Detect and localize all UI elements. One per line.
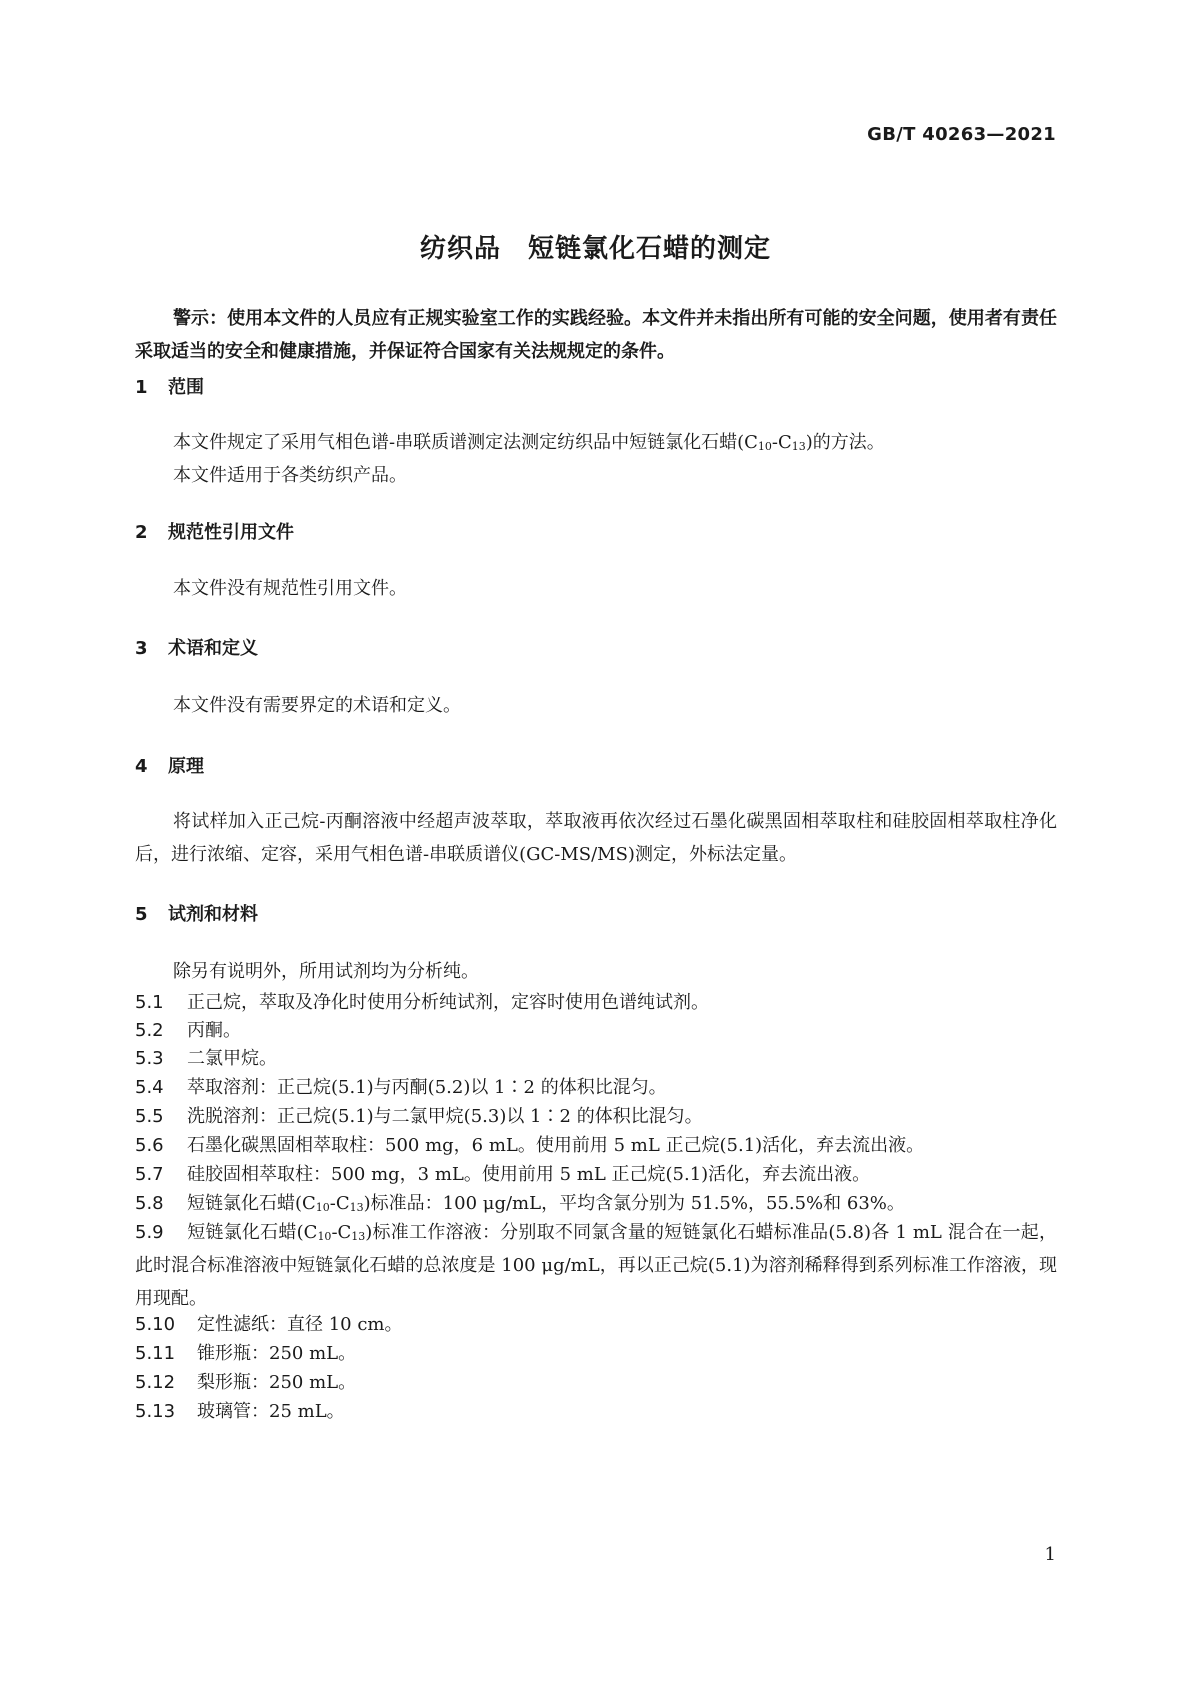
section-number: 4 [135, 756, 148, 777]
item-text: 丙酮。 [187, 1020, 241, 1041]
list-item [135, 1395, 1057, 1428]
item-text: )标准工作溶液：分别取不同氯含量的短链氯化石蜡标准品(5.8)各 1 mL 混合在一起，此时混合标准溶液中短链氯化石蜡的总浓度是 100 μg/mL，再以正己烷(5.1)为溶剂稀释得到系列标准工作溶液，现用现配。 [135, 1222, 1057, 1309]
section-number: 5 [135, 904, 148, 925]
item-number: 5.13 [135, 1401, 176, 1422]
subscript: 10 [317, 1230, 332, 1243]
section-number: 1 [135, 377, 148, 398]
item-text: -C [331, 1222, 352, 1243]
text-run: 本文件规定了采用气相色谱-串联质谱测定法测定纺织品中短链氯化石蜡(C [173, 432, 758, 453]
item-number: 5.3 [135, 1048, 164, 1069]
scope-paragraph-1 [135, 426, 1057, 459]
item-text: 萃取溶剂：正己烷(5.1)与丙酮(5.2)以 1∶2 的体积比混匀。 [187, 1077, 667, 1098]
section-number: 2 [135, 522, 148, 543]
section-title: 术语和定义 [168, 638, 258, 659]
item-text: 正己烷，萃取及净化时使用分析纯试剂，定容时使用色谱纯试剂。 [187, 992, 709, 1013]
subscript: 13 [351, 1230, 366, 1243]
item-text: 硅胶固相萃取柱：500 mg，3 mL。使用前用 5 mL 正己烷(5.1)活化，弃去流出液。 [187, 1164, 871, 1185]
principle-paragraph: 将试样加入正己烷-丙酮溶液中经超声波萃取，萃取液再依次经过石墨化碳黑固相萃取柱和硅胶固相萃取柱净化后，进行浓缩、定容，采用气相色谱-串联质谱仪(GC-MS/MS)测定，外标法定量。 [135, 811, 1057, 865]
item-number: 5.8 [135, 1193, 164, 1214]
section-heading-principle [135, 752, 204, 778]
item-text: )标准品：100 μg/mL，平均含氯分别为 51.5%，55.5%和 63%。 [363, 1193, 905, 1214]
text-run: -C [771, 432, 792, 453]
item-text: 玻璃管：25 mL。 [197, 1401, 345, 1422]
item-text: 洗脱溶剂：正己烷(5.1)与二氯甲烷(5.3)以 1∶2 的体积比混匀。 [187, 1106, 703, 1127]
item-text: 短链氯化石蜡(C [187, 1222, 318, 1243]
item-number: 5.1 [135, 992, 164, 1013]
item-text: 梨形瓶：250 mL。 [197, 1372, 357, 1393]
item-text: -C [329, 1193, 350, 1214]
section-heading-scope [135, 373, 204, 399]
terms-paragraph: 本文件没有需要界定的术语和定义。 [173, 695, 461, 716]
item-text: 锥形瓶：250 mL。 [197, 1343, 357, 1364]
subscript: 13 [791, 440, 806, 453]
section-heading-normative-references [135, 518, 294, 544]
reagents-intro: 除另有说明外，所用试剂均为分析纯。 [173, 961, 479, 982]
item-number: 5.6 [135, 1135, 164, 1156]
section-title: 试剂和材料 [168, 904, 258, 925]
scope-paragraph-2: 本文件适用于各类纺织产品。 [173, 465, 407, 486]
item-number: 5.10 [135, 1314, 176, 1335]
standard-number: GB/T 40263—2021 [867, 124, 1056, 145]
subscript: 10 [757, 440, 772, 453]
section-heading-reagents [135, 900, 258, 926]
item-text: 短链氯化石蜡(C [187, 1193, 316, 1214]
section-heading-terms [135, 634, 258, 660]
section-title: 范围 [168, 377, 204, 398]
document-title: 纺织品 短链氯化石蜡的测定 [419, 234, 771, 264]
item-text: 二氯甲烷。 [187, 1048, 277, 1069]
item-number: 5.12 [135, 1372, 176, 1393]
item-number: 5.9 [135, 1222, 164, 1243]
section-title: 规范性引用文件 [168, 522, 294, 543]
item-number: 5.7 [135, 1164, 164, 1185]
normative-references-paragraph: 本文件没有规范性引用文件。 [173, 578, 407, 599]
safety-warning: 警示：使用本文件的人员应有正规实验室工作的实践经验。本文件并未指出所有可能的安全问题，使用者有责任采取适当的安全和健康措施，并保证符合国家有关法规规定的条件。 [135, 308, 1057, 362]
subscript: 10 [315, 1201, 330, 1214]
list-item [135, 1216, 1057, 1315]
item-number: 5.4 [135, 1077, 164, 1098]
item-text: 石墨化碳黑固相萃取柱：500 mg，6 mL。使用前用 5 mL 正己烷(5.1)活化，弃去流出液。 [187, 1135, 925, 1156]
page-number: 1 [1044, 1544, 1056, 1565]
item-number: 5.11 [135, 1343, 176, 1364]
item-text: 定性滤纸：直径 10 cm。 [197, 1314, 403, 1335]
section-title: 原理 [168, 756, 204, 777]
item-number: 5.2 [135, 1020, 164, 1041]
text-run: )的方法。 [805, 432, 885, 453]
item-number: 5.5 [135, 1106, 164, 1127]
section-number: 3 [135, 638, 148, 659]
subscript: 13 [349, 1201, 364, 1214]
